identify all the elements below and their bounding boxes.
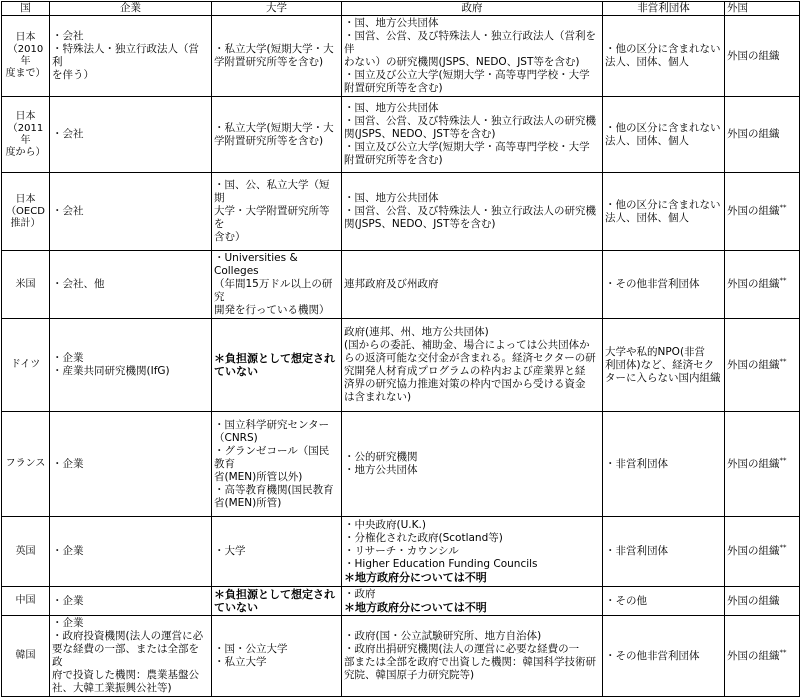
foreign-label: 外国の組織 xyxy=(727,49,780,62)
government-cell xyxy=(342,616,603,697)
cell-line: 推計） xyxy=(10,217,41,229)
government-cell xyxy=(342,251,603,319)
cell-line: ・企業 xyxy=(52,617,84,629)
cell-line: 省(MEN)所管以外) xyxy=(214,470,303,483)
university-cell xyxy=(212,412,342,517)
cell-line: 度まで） xyxy=(5,68,46,79)
foreign-cell xyxy=(725,173,800,251)
cell-line: ・国営、公営、及び特殊法人・独立行政法人の研究機 xyxy=(344,115,596,127)
nonprofit-cell xyxy=(603,616,725,697)
company-cell xyxy=(50,616,212,697)
cell-line: ・非営利団体 xyxy=(605,545,668,557)
cell-line: ・地方公共団体 xyxy=(344,464,418,476)
cell-line: ・政府投資機関(法人の運営に必 xyxy=(52,630,204,642)
cell-line: 度から） xyxy=(5,146,46,158)
cell-line: ・非営利団体 xyxy=(605,457,668,470)
university-cell xyxy=(212,616,342,697)
cell-line: 法人、団体、個人 xyxy=(605,56,689,68)
foreign-cell xyxy=(725,251,800,319)
cell-line: ・会社、他 xyxy=(52,278,105,290)
company-cell xyxy=(50,587,212,616)
country-cell xyxy=(2,412,50,517)
nonprofit-cell xyxy=(603,173,725,251)
government-cell xyxy=(342,412,603,517)
cell-line: （2010年 xyxy=(7,44,44,67)
cell-line: 大学や私的NPO(非営 xyxy=(605,345,706,358)
cell-line: を伴う） xyxy=(52,69,94,81)
cell-line: ＊負担源として想定され xyxy=(214,352,335,365)
table-row xyxy=(2,16,800,97)
foreign-label: 外国の組織 xyxy=(727,128,780,140)
cell-line: ・企業 xyxy=(52,594,84,607)
header-row xyxy=(2,2,800,16)
university-cell xyxy=(212,587,342,616)
cell-line: 究開発人材育成プログラムの枠内および産業界と経 xyxy=(344,365,586,377)
cell-line: 学附置研究所等を含む) xyxy=(214,134,324,147)
government-cell xyxy=(342,173,603,251)
cell-line: 連邦政府及び州政府 xyxy=(344,278,439,290)
cell-line: 米国 xyxy=(15,278,36,290)
cell-line: ターに入らない国内組織 xyxy=(605,371,721,384)
cell-line: 法人、団体、個人 xyxy=(605,211,689,224)
cell-line: ・私立大学 xyxy=(214,656,267,668)
government-note: ＊地方政府分については不明 xyxy=(344,601,487,614)
university-cell xyxy=(212,319,342,412)
nonprofit-cell xyxy=(603,16,725,97)
cell-line: 韓国 xyxy=(15,650,36,661)
cell-line: ・国、地方公共団体 xyxy=(344,192,439,204)
company-cell xyxy=(50,319,212,412)
cell-line: ・会社 xyxy=(52,205,84,217)
foreign-cell xyxy=(725,587,800,616)
company-cell xyxy=(50,97,212,173)
cell-line: (国からの委託、補助金、場合によっては公共団体か xyxy=(344,339,590,351)
cell-line: ・リサーチ・カウンシル xyxy=(344,545,459,557)
cell-line: ・国・公立大学 xyxy=(214,643,288,655)
cell-line: 関(JSPS、NEDO、JST等を含む) xyxy=(344,218,496,230)
country-cell xyxy=(2,173,50,251)
cell-line: ・大学 xyxy=(214,545,246,557)
foreign-cell xyxy=(725,517,800,587)
cell-line: （OECD xyxy=(6,205,45,217)
cell-line: 含む） xyxy=(214,231,246,243)
cell-line: ・私立大学(短期大学・大 xyxy=(214,121,334,134)
foreign-label: 外国の組織 xyxy=(727,649,780,662)
cell-line: ・他の区分に含まれない xyxy=(605,198,721,211)
cell-line: ・国立科学研究センター xyxy=(214,418,330,431)
cell-line: ・他の区分に含まれない xyxy=(605,43,721,55)
country-cell xyxy=(2,616,50,697)
government-cell xyxy=(342,319,603,412)
cell-line: ・私立大学(短期大学・大 xyxy=(214,43,334,55)
government-cell xyxy=(342,587,603,616)
header-government: 政府 xyxy=(342,2,603,16)
foreign-cell xyxy=(725,16,800,97)
header-country: 国 xyxy=(2,2,50,16)
university-cell xyxy=(212,517,342,587)
cell-line: ・その他 xyxy=(605,594,647,607)
header-nonprofit: 非営利団体 xyxy=(603,2,725,16)
cell-line: ・他の区分に含まれない xyxy=(605,121,721,134)
company-cell xyxy=(50,517,212,587)
foreign-label: 外国の組織 xyxy=(727,358,780,371)
header-foreign: 外国 xyxy=(725,2,800,16)
cell-line: （CNRS) xyxy=(214,431,258,444)
foreign-label: 外国の組織 xyxy=(727,278,780,290)
cell-line: ＊負担源として想定され xyxy=(214,588,335,601)
table-row xyxy=(2,319,800,412)
cell-line: ・政府(国・公立試験研究所、地方自治体) xyxy=(344,630,542,642)
foreign-label: 外国の組織 xyxy=(727,594,780,607)
foreign-cell xyxy=(725,616,800,697)
cell-line: 究院、韓国原子力研究院等) xyxy=(344,669,475,681)
cell-line: 要な経費の一部、または全部を政 xyxy=(52,643,199,668)
university-cell xyxy=(212,173,342,251)
table-row xyxy=(2,517,800,587)
company-cell xyxy=(50,412,212,517)
nonprofit-cell xyxy=(603,412,725,517)
cell-line: 大学・大学附置研究所等を xyxy=(214,205,330,230)
cell-line: 附置研究所等を含む) xyxy=(344,82,443,94)
cell-line: ・国、公、私立大学（短期 xyxy=(214,179,330,204)
university-cell xyxy=(212,251,342,319)
cell-line: ・国立及び公立大学(短期大学・高等専門学校・大学 xyxy=(344,141,590,153)
cell-line: は含まれない) xyxy=(344,391,412,403)
foreign-label: 外国の組織 xyxy=(727,545,780,557)
cell-line: 日本 xyxy=(15,110,36,122)
header-company: 企業 xyxy=(50,2,212,16)
header-university: 大学 xyxy=(212,2,342,16)
company-cell xyxy=(50,251,212,319)
nonprofit-cell xyxy=(603,319,725,412)
government-cell xyxy=(342,16,603,97)
cell-line: ・国、地方公共団体 xyxy=(344,102,439,114)
cell-line: 中国 xyxy=(15,595,36,606)
foreign-cell xyxy=(725,412,800,517)
foreign-cell xyxy=(725,319,800,412)
table-row xyxy=(2,412,800,517)
cell-line: 日本 xyxy=(15,193,36,205)
cell-line: わない）の研究機関(JSPS、NEDO、JST等を含む) xyxy=(344,56,580,68)
cell-line: 社、大韓工業振興公社等) xyxy=(52,682,172,694)
cell-line: ・Universities & Colleges xyxy=(214,252,298,277)
cell-line: ・国、地方公共団体 xyxy=(344,17,439,29)
foreign-footnote-mark: ** xyxy=(779,543,787,552)
company-cell xyxy=(50,16,212,97)
cell-line: ・企業 xyxy=(52,545,84,557)
country-cell xyxy=(2,251,50,319)
cell-line: ・政府 xyxy=(344,588,376,600)
cell-line: 省(MEN)所管) xyxy=(214,496,282,509)
country-cell xyxy=(2,587,50,616)
cell-line: ・中央政府(U.K.) xyxy=(344,519,426,531)
foreign-footnote-mark: ** xyxy=(779,357,787,365)
cell-line: 利団体)など、経済セク xyxy=(605,358,715,371)
cell-line: らの返済可能な交付金が含まれる。経済セクターの研 xyxy=(344,352,596,364)
foreign-label: 外国の組織 xyxy=(727,205,780,217)
cell-line: ・分権化された政府(Scotland等) xyxy=(344,532,503,544)
cell-line: （年間15万ドル以上の研究 xyxy=(214,278,333,303)
foreign-cell xyxy=(725,97,800,173)
government-note: ＊地方政府分については不明 xyxy=(344,571,487,584)
cell-line: ・企業 xyxy=(52,352,84,364)
cell-line: 済界の研究協力推進対策の枠内で国から受ける資金 xyxy=(344,378,586,390)
university-cell xyxy=(212,16,342,97)
country-cell xyxy=(2,319,50,412)
cell-line: ・会社 xyxy=(52,30,84,42)
table-row xyxy=(2,616,800,697)
foreign-footnote-mark: ** xyxy=(779,276,787,285)
cell-line: フランス xyxy=(5,458,46,469)
cell-line: ・特殊法人・独立行政法人（営利 xyxy=(52,43,199,68)
cell-line: ・公的研究機関 xyxy=(344,451,418,463)
cell-line: ・国営、公営、及び特殊法人・独立行政法人の研究機 xyxy=(344,205,596,217)
table-row xyxy=(2,587,800,616)
cell-line: ・会社 xyxy=(52,128,84,140)
cell-line: 政府(連邦、州、地方公共団体) xyxy=(344,326,489,338)
nonprofit-cell xyxy=(603,251,725,319)
nonprofit-cell xyxy=(603,97,725,173)
cell-line: ・産業共同研究機関(IfG) xyxy=(52,365,170,377)
country-cell xyxy=(2,16,50,97)
cell-line: ・その他非営利団体 xyxy=(605,278,700,290)
cell-line: ・高等教育機関(国民教育 xyxy=(214,483,334,496)
country-cell xyxy=(2,97,50,173)
foreign-label: 外国の組織 xyxy=(727,457,780,470)
cell-line: ・国営、公営、及び特殊法人・独立行政法人（営利を伴 xyxy=(344,30,596,55)
cell-line: ていない xyxy=(214,365,258,378)
cell-line: 部または全部を政府で出資した機関：韓国科学技術研 xyxy=(344,656,596,668)
cell-line: ・企業 xyxy=(52,457,84,470)
nonprofit-cell xyxy=(603,587,725,616)
foreign-footnote-mark: ** xyxy=(779,456,787,464)
university-cell xyxy=(212,97,342,173)
cell-line: ・Higher Education Funding Councils xyxy=(344,558,538,570)
company-cell xyxy=(50,173,212,251)
cell-line: ていない xyxy=(214,601,258,614)
cell-line: ・その他非営利団体 xyxy=(605,649,700,662)
cell-line: 学附置研究所等を含む) xyxy=(214,56,324,68)
cell-line: 附置研究所等を含む) xyxy=(344,154,443,166)
cell-line: 開発を行っている機関） xyxy=(214,304,330,316)
cell-line: 法人、団体、個人 xyxy=(605,134,689,147)
cell-line: ・政府出捐研究機関(法人の運営に必要な経費の一 xyxy=(344,643,580,655)
cell-line: 関(JSPS、NEDO、JST等を含む) xyxy=(344,128,496,140)
table-row xyxy=(2,97,800,173)
table-row xyxy=(2,173,800,251)
cell-line: ドイツ xyxy=(10,359,41,370)
cell-line: （2011年 xyxy=(7,122,44,146)
cell-line: 府で投資した機関：農業基盤公 xyxy=(52,669,199,681)
cell-line: ・国立及び公立大学(短期大学・高等専門学校・大学 xyxy=(344,69,590,81)
cell-line: 英国 xyxy=(15,545,36,557)
government-cell xyxy=(342,517,603,587)
government-cell xyxy=(342,97,603,173)
foreign-footnote-mark: ** xyxy=(779,203,787,212)
rd-funding-source-table xyxy=(1,1,800,697)
table-row xyxy=(2,251,800,319)
cell-line: 日本 xyxy=(15,32,36,43)
foreign-footnote-mark: ** xyxy=(779,648,787,656)
cell-line: ・グランゼコール（国民教育 xyxy=(214,444,330,470)
country-cell xyxy=(2,517,50,587)
nonprofit-cell xyxy=(603,517,725,587)
